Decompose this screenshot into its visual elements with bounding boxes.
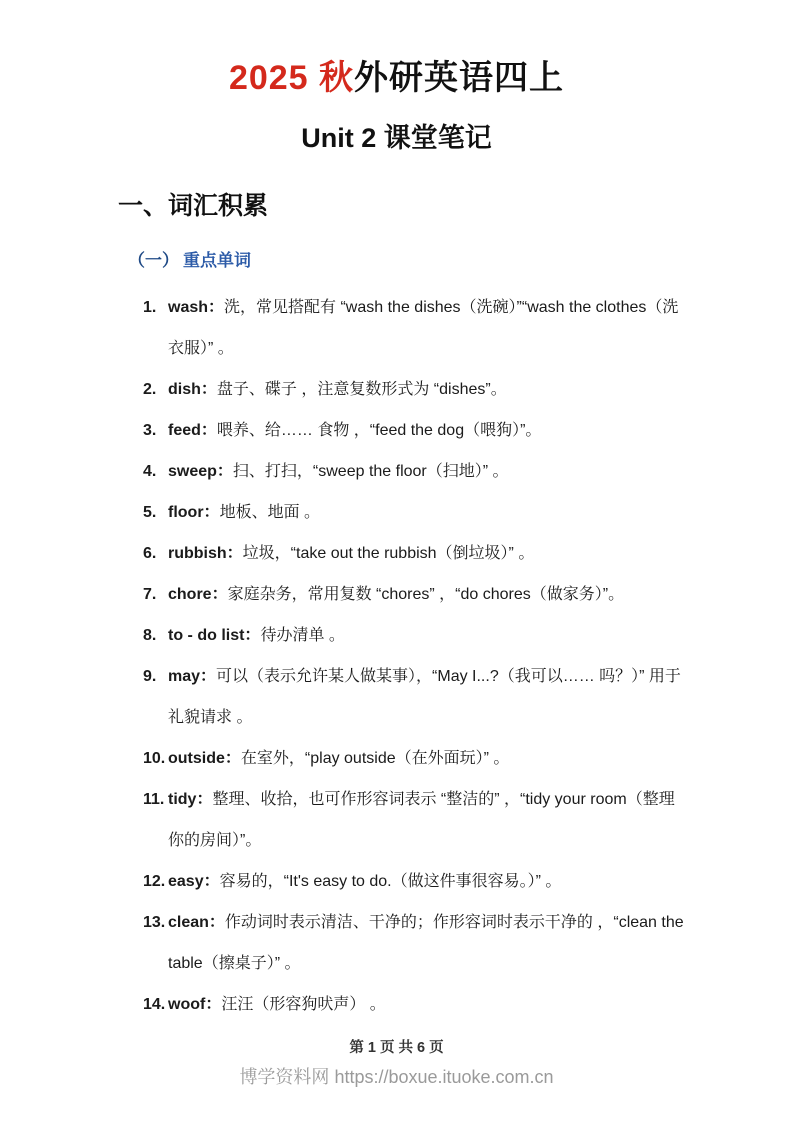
vocab-item-desc: 汪汪（形容狗吠声） 。	[221, 995, 386, 1013]
vocab-item	[143, 533, 693, 574]
vocab-item-number: 5.	[143, 503, 157, 521]
vocab-item-word: rubbish：	[168, 544, 243, 562]
vocab-item-number: 1.	[143, 298, 157, 316]
vocab-item-text	[168, 533, 686, 574]
vocab-item-desc: 扫、打扫，“sweep the floor（扫地）” 。	[232, 462, 509, 480]
vocab-item	[143, 369, 693, 410]
vocab-item-word: dish：	[168, 380, 217, 398]
vocab-item-text	[168, 738, 686, 779]
vocab-item	[143, 410, 693, 451]
vocab-item-desc: 盘子、碟子 ，注意复数形式为 “dishes”。	[216, 380, 507, 398]
vocab-item-text	[168, 451, 686, 492]
vocab-list	[143, 287, 693, 1025]
vocab-item-text	[168, 369, 686, 410]
vocab-item-text	[168, 287, 686, 369]
vocab-item	[143, 779, 693, 861]
vocab-item-number: 6.	[143, 544, 157, 562]
vocab-item-number: 11.	[143, 790, 165, 808]
document-title-highlight: 2025 秋	[228, 59, 355, 97]
vocab-item	[143, 984, 693, 1025]
vocab-item-text	[168, 984, 686, 1025]
vocab-item-number: 14.	[143, 995, 166, 1013]
vocab-item-text	[168, 574, 686, 615]
vocab-item	[143, 451, 693, 492]
vocab-item-desc: 地板、地面 。	[219, 503, 321, 521]
vocab-item-text	[168, 492, 686, 533]
vocab-item-text	[168, 861, 686, 902]
subsection-heading-key-words	[128, 250, 793, 271]
document-title	[0, 0, 793, 100]
vocab-item	[143, 656, 693, 738]
vocab-item	[143, 615, 693, 656]
vocab-item-word: woof：	[168, 995, 222, 1013]
vocab-item-word: clean：	[168, 913, 225, 931]
vocab-item-desc: 整理、收拾，也可作形容词表示 “整洁的” ，“tidy your room（整理你的房间）”。	[168, 790, 675, 849]
vocab-item-desc: 作动词时表示清洁、干净的；作形容词时表示干净的 ，“clean the table（擦桌子）” 。	[168, 913, 684, 972]
vocab-item-word: wash：	[168, 298, 225, 316]
vocab-item-word: floor：	[168, 503, 220, 521]
vocab-item-number: 3.	[143, 421, 157, 439]
vocab-item	[143, 738, 693, 779]
vocab-item-number: 10.	[143, 749, 166, 767]
vocab-item	[143, 902, 693, 984]
vocab-item-desc: 垃圾，“take out the rubbish（倒垃圾）” 。	[242, 544, 535, 562]
vocab-item	[143, 861, 693, 902]
vocab-item-word: tidy：	[168, 790, 213, 808]
vocab-item-word: feed：	[168, 421, 217, 439]
vocab-item	[143, 574, 693, 615]
vocab-item-desc: 待办清单 。	[260, 626, 345, 644]
vocab-item-desc: 家庭杂务，常用复数 “chores” ，“do chores（做家务）”。	[227, 585, 625, 603]
document-subtitle: Unit 2 课堂笔记	[301, 122, 492, 153]
vocab-item-desc: 在室外，“play outside（在外面玩）” 。	[240, 749, 510, 767]
vocab-item-word: easy：	[168, 872, 220, 890]
vocab-item-text	[168, 615, 686, 656]
page-number: 第 1 页 共 6 页	[349, 1040, 444, 1056]
subsection-label: 重点单词	[183, 250, 251, 270]
vocab-item-desc: 喂养、给…… 食物 ，“feed the dog（喂狗）”。	[216, 421, 542, 439]
section-heading-vocabulary: 一、词汇积累	[118, 192, 269, 221]
vocab-item-word: chore：	[168, 585, 228, 603]
subsection-index: （一）	[128, 250, 179, 270]
vocab-item-text	[168, 779, 686, 861]
vocab-item-text	[168, 410, 686, 451]
vocab-item-desc: 洗，常见搭配有 “wash the dishes（洗碗）”“wash the clothes（洗衣服）” 。	[168, 298, 679, 357]
vocab-item-text	[168, 656, 686, 738]
vocab-item-word: sweep：	[168, 462, 233, 480]
vocab-item-text	[168, 902, 686, 984]
vocab-item-number: 12.	[143, 872, 166, 890]
site-watermark: 博学资料网 https://boxue.ituoke.com.cn	[239, 1067, 554, 1087]
vocab-item-word: to - do list：	[168, 626, 261, 644]
vocab-item-number: 4.	[143, 462, 157, 480]
vocab-item-number: 9.	[143, 667, 157, 685]
vocab-item-number: 8.	[143, 626, 157, 644]
vocab-item-desc: 可以（表示允许某人做某事），“May I...?（我可以…… 吗？）” 用于礼貌请求 。	[168, 667, 681, 726]
vocab-item-number: 2.	[143, 380, 157, 398]
document-title-rest: 外研英语四上	[354, 59, 565, 97]
vocab-item-desc: 容易的，“It's easy to do.（做这件事很容易。）” 。	[219, 872, 562, 890]
vocab-item-word: may：	[168, 667, 217, 685]
vocab-item	[143, 492, 693, 533]
vocab-item-number: 7.	[143, 585, 157, 603]
vocab-item-number: 13.	[143, 913, 166, 931]
vocab-item	[143, 287, 693, 369]
vocab-item-word: outside：	[168, 749, 241, 767]
